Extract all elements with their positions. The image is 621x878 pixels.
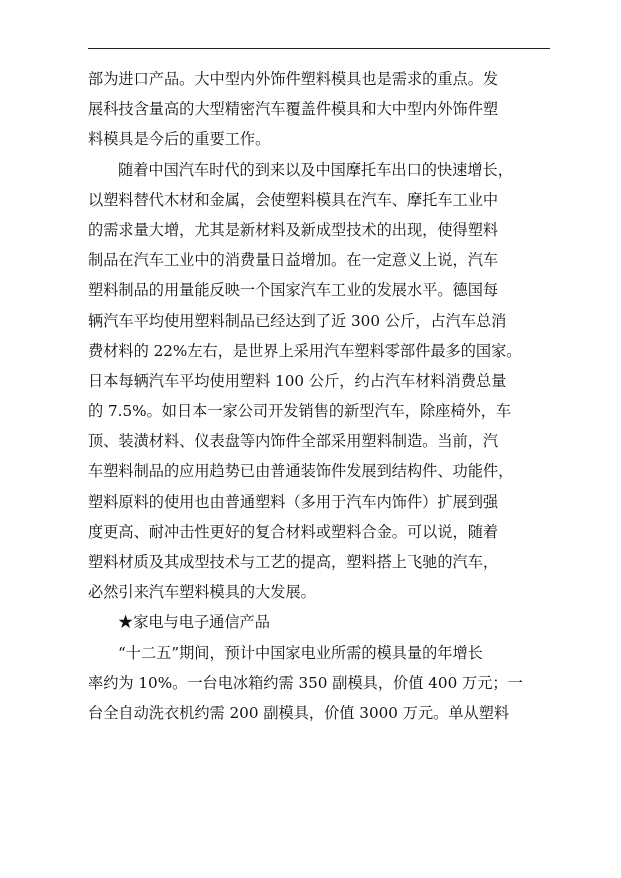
- text-line: 展科技含量高的大型精密汽车覆盖件模具和大中型内外饰件塑: [88, 100, 499, 119]
- text-line: 车塑料制品的应用趋势已由普通装饰件发展到结构件、功能件，: [88, 462, 514, 481]
- text-line: 的 7.5%。如日本一家公司开发销售的新型汽车，除座椅外，车: [88, 402, 512, 421]
- text-line: 料模具是今后的重要工作。: [88, 130, 271, 149]
- section-heading: [88, 607, 553, 637]
- text-line: 的需求量大增，尤其是新材料及新成型技术的出现，使得塑料: [88, 220, 499, 239]
- text-line: 台全自动洗衣机约需 200 副模具，价值 3000 万元。单从塑料: [88, 703, 510, 722]
- text-line: 顶、装潢材料、仪表盘等内饰件全部采用塑料制造。当前，汽: [88, 432, 499, 451]
- text-line: 以塑料替代木材和金属，会使塑料模具在汽车、摩托车工业中: [88, 190, 499, 209]
- text-line: 辆汽车平均使用塑料制品已经达到了近 300 公斤，占汽车总消: [88, 311, 507, 330]
- text-line: 度更高、耐冲击性更好的复合材料或塑料合金。可以说，随着: [88, 522, 499, 541]
- body-text: [88, 64, 553, 728]
- text-line: 率约为 10%。一台电冰箱约需 350 副模具，价值 400 万元；一: [88, 673, 523, 692]
- text-line: 部为进口产品。大中型内外饰件塑料模具也是需求的重点。发: [88, 70, 499, 88]
- text-line: 费材料的 22%左右，是世界上采用汽车塑料零部件最多的国家。: [88, 341, 522, 360]
- text-line: 随着中国汽车时代的到来以及中国摩托车出口的快速增长，: [118, 160, 513, 179]
- paragraph: [88, 638, 553, 729]
- text-line: 塑料原料的使用也由普通塑料（多用于汽车内饰件）扩展到强: [88, 492, 499, 511]
- text-line: 塑料材质及其成型技术与工艺的提高，塑料搭上飞驰的汽车，: [88, 553, 499, 571]
- text-line: 塑料制品的用量能反映一个国家汽车工业的发展水平。德国每: [88, 281, 499, 300]
- header-rule: [88, 48, 550, 49]
- text-line: 必然引来汽车塑料模具的大发展。: [88, 583, 316, 602]
- heading-text: ★家电与电子通信产品: [118, 613, 270, 632]
- text-line: 制品在汽车工业中的消费量日益增加。在一定意义上说，汽车: [88, 251, 499, 270]
- text-line: “十二五”期间，预计中国家电业所需的模具量的年增长: [118, 643, 483, 662]
- paragraph: [88, 155, 553, 608]
- text-line: 日本每辆汽车平均使用塑料 100 公斤，约占汽车材料消费总量: [88, 371, 507, 390]
- paragraph: [88, 64, 553, 155]
